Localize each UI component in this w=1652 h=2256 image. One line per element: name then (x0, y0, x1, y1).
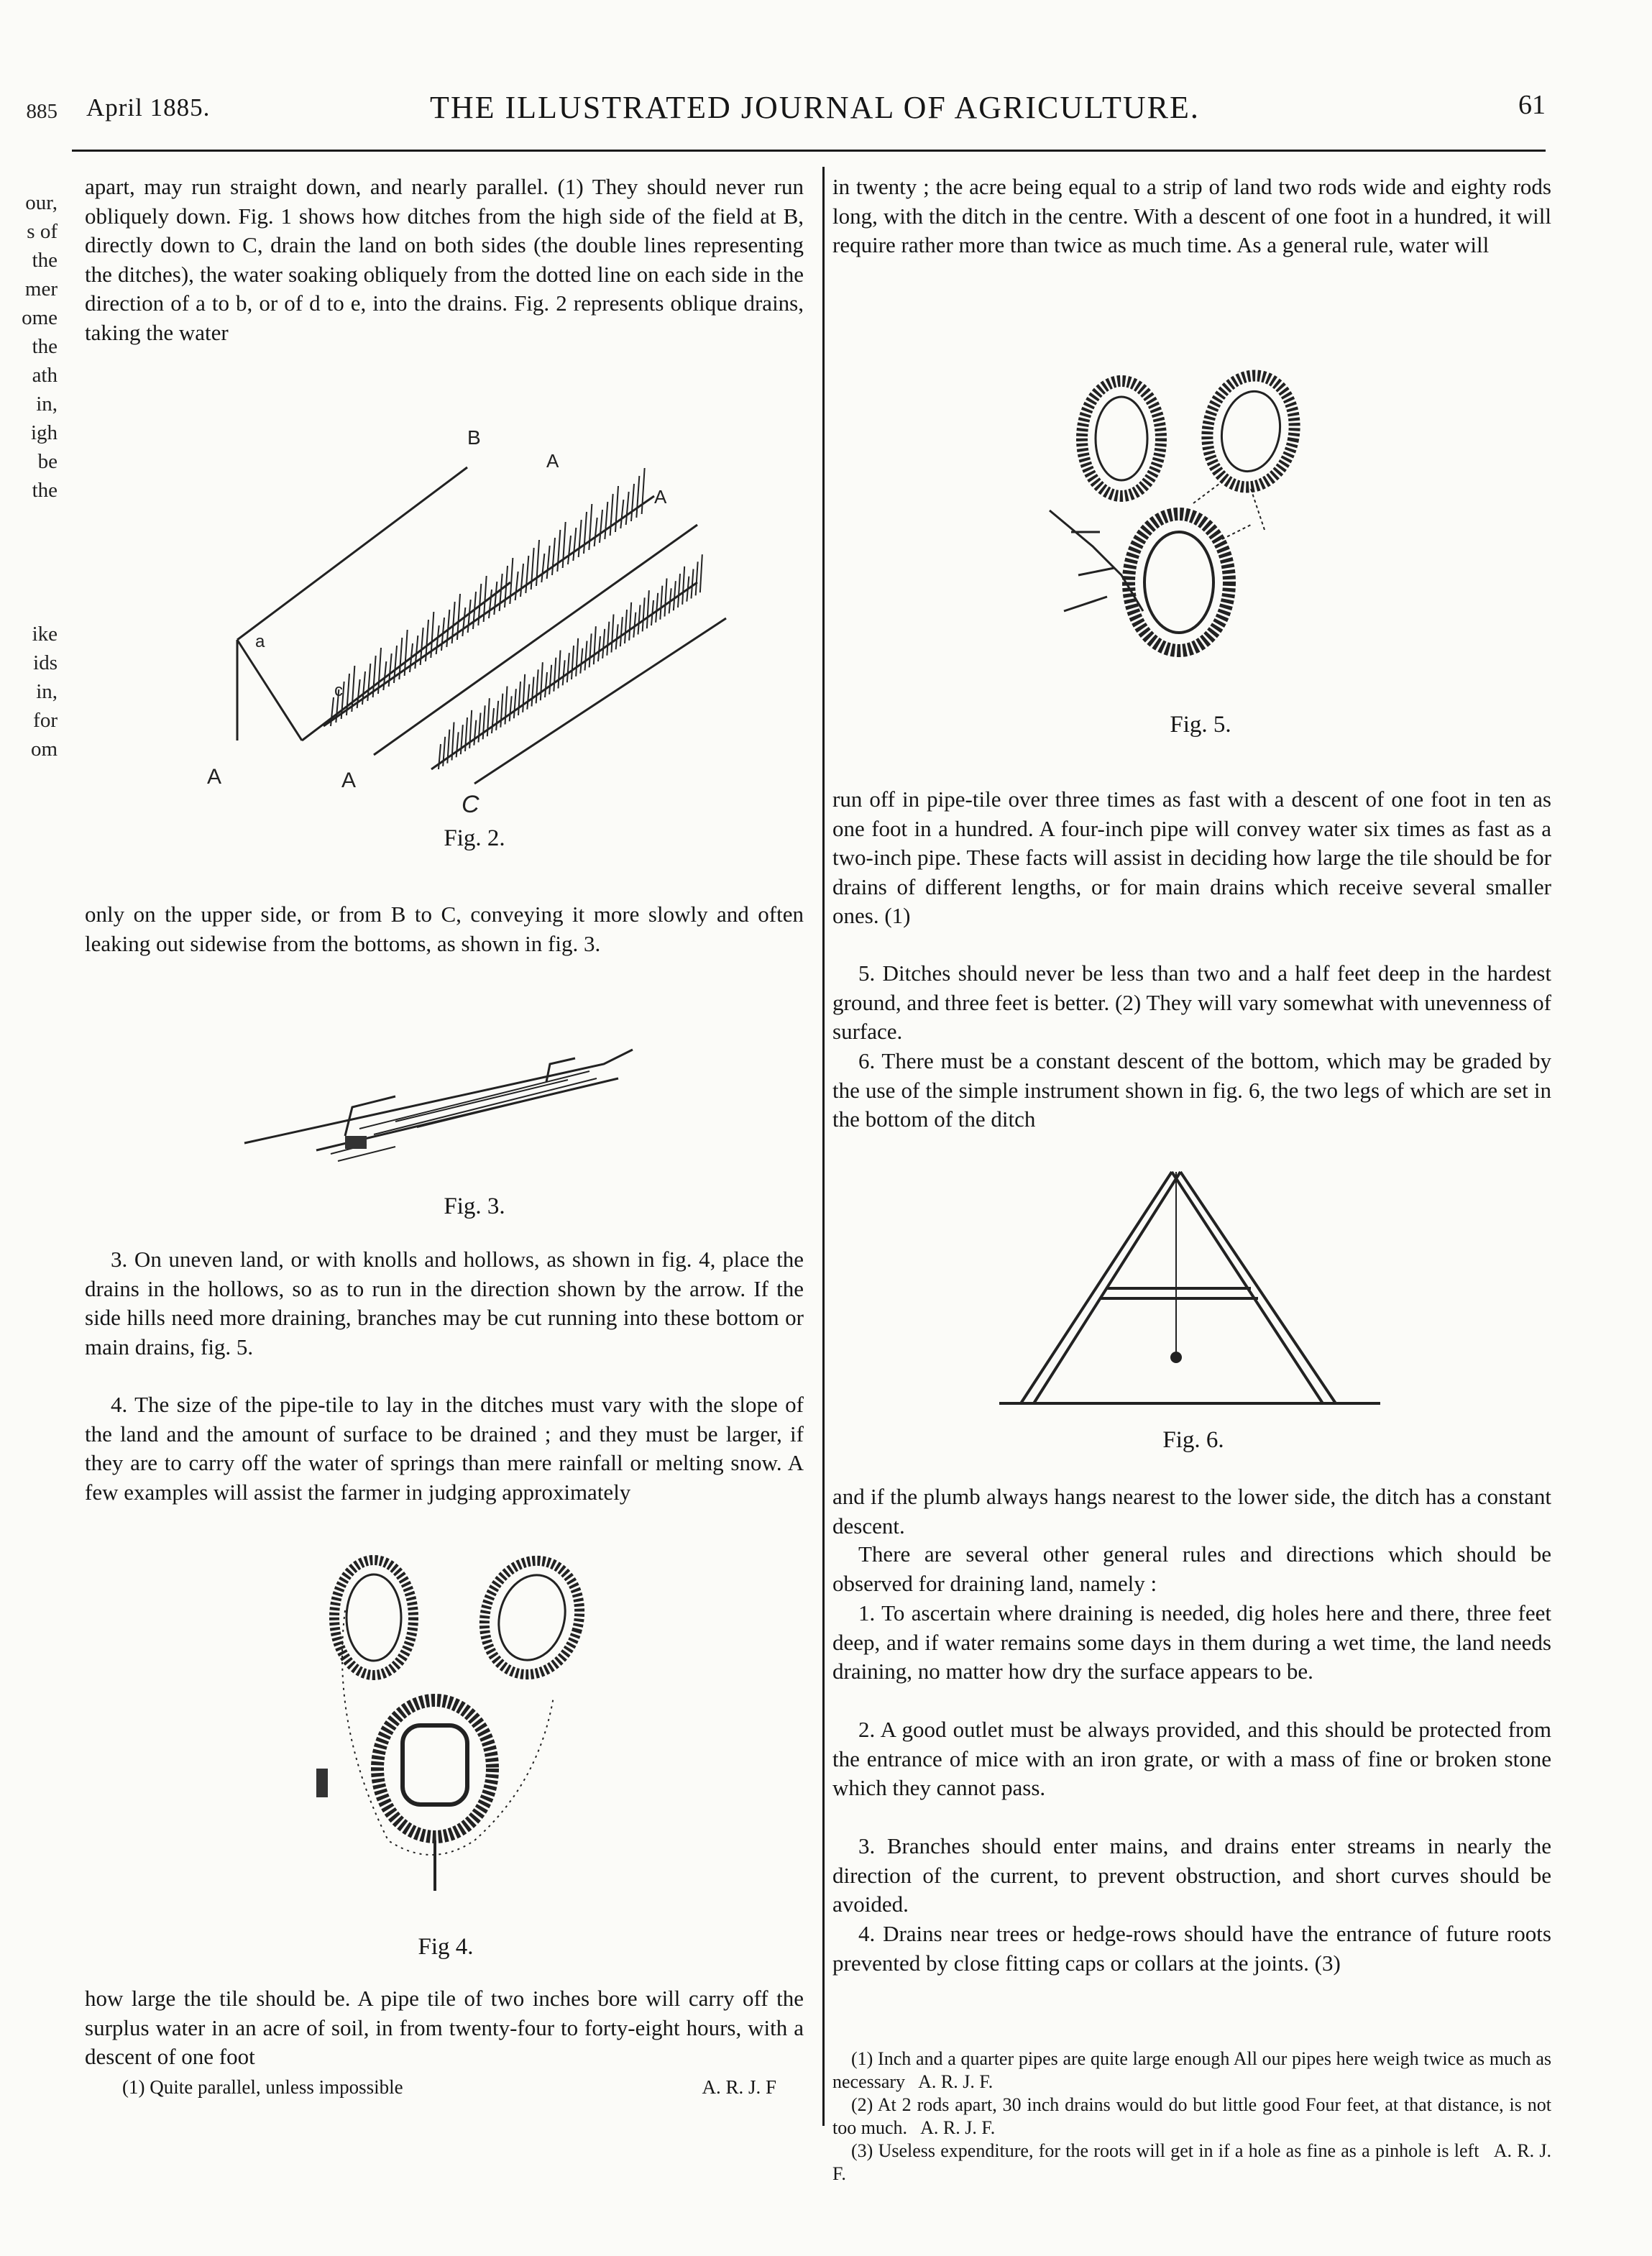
right-paragraph-1: in twenty ; the acre being equal to a strip of land two rods wide and eighty rods long, with the ditch in the centre. With a descent of one foot in a hundred, it will require rather more than twice as much time. As a general rule, water will (832, 174, 1551, 257)
right-paragraph-9: 3. Branches should enter mains, and drains enter streams in nearly the direction of the current, to prevent obstruction, and short curves should be avoided. (832, 1833, 1551, 1917)
right-paragraph-5: and if the plumb always hangs nearest to the lower side, the ditch has a constant descent. (832, 1484, 1551, 1539)
margin-fragment: 885 (26, 100, 58, 123)
left-footnote-text: (1) Quite parallel, unless impossible (122, 2076, 403, 2098)
figure-6-grading-instrument (992, 1165, 1395, 1409)
left-paragraph-2: only on the upper side, or from B to C, conveying it more slowly and often leaking out sidewise from the bottoms, as shown in fig. 3. (85, 902, 804, 956)
margin-fragment: igh (30, 421, 58, 444)
fig3-caption: Fig. 3. (444, 1193, 505, 1219)
margin-fragment: the (32, 479, 58, 502)
margin-fragment: in, (36, 393, 58, 416)
page-header (0, 81, 1652, 124)
margin-fragment: the (32, 249, 58, 272)
margin-fragment: our, (25, 191, 58, 214)
margin-fragment: ath (32, 364, 58, 387)
margin-fragment: ome (22, 306, 58, 329)
fig5-caption: Fig. 5. (1170, 712, 1231, 738)
fig4-caption: Fig 4. (418, 1934, 474, 1960)
right-footnote-1: (1) Inch and a quarter pipes are quite large enough All our pipes here weigh twice as much as necessary A. R. J. F. (832, 2048, 1551, 2092)
fig2-label-C: C (462, 791, 479, 818)
header-date: April 1885. (86, 93, 211, 121)
margin-fragment: om (30, 738, 58, 761)
fig2-label-A-mid: A (341, 769, 357, 792)
margin-fragment: the (32, 335, 58, 358)
right-footnote-2: (2) At 2 rods apart, 30 inch drains would do but little good Four feet, at that distance, is not too much. A. R. J. F. (832, 2094, 1551, 2138)
column-rule (822, 167, 825, 2126)
figure-2-drains-illustration (194, 424, 740, 827)
right-paragraph-8: 2. A good outlet must be always provided, and this should be protected from the entrance of mice with an iron grate, or with a mass of fine or broken stone which they cannot pass. (832, 1717, 1551, 1800)
right-footnotes (832, 2048, 1551, 2186)
figure-4-knolls-illustration (302, 1553, 661, 1898)
fig2-label-A-right: A (654, 486, 667, 508)
margin-fragment: in, (36, 680, 58, 703)
margin-fragment: mer (24, 278, 58, 301)
fig2-label-c: c (334, 681, 343, 700)
margin-fragment: for (33, 709, 58, 732)
right-paragraph-10: 4. Drains near trees or hedge-rows should have the entrance of future roots prevented by close fitting caps or collars at the joints. (3) (832, 1921, 1551, 1976)
right-paragraph-3: 5. Ditches should never be less than two and a half feet deep in the hardest ground, and three feet is better. (2) They will vary somewhat with unevenness of surface. (832, 960, 1551, 1044)
fig2-label-A-top: A (546, 450, 559, 472)
fig2-label-A-left: A (207, 765, 222, 789)
left-footnote (122, 2076, 798, 2099)
figure-3-pipe-illustration (230, 1021, 661, 1179)
fig6-caption: Fig. 6. (1162, 1427, 1224, 1453)
fig2-label-a: a (255, 632, 265, 651)
left-footnote-sig: A. R. J. F (702, 2076, 776, 2098)
left-paragraph-5: how large the tile should be. A pipe tile of two inches bore will carry off the surplus water in an acre of soil, in from twenty-four to forty-eight hours, with a descent of one foot (85, 1986, 804, 2069)
left-paragraph-4: 4. The size of the pipe-tile to lay in the ditches must vary with the slope of the land and the amount of surface to be drained ; and they must be larger, if they are to carry off the water of springs than mere rainfall or melting snow. A few examples will assist the farmer in judging approximately (85, 1392, 804, 1505)
left-paragraph-3: 3. On uneven land, or with knolls and hollows, as shown in fig. 4, place the drains in the hollows, so as to run in the direction shown by the arrow. If the side hills need more draining, branches may be cut running into these bottom or main drains, fig. 5. (85, 1247, 804, 1359)
fig2-label-B: B (467, 426, 481, 449)
right-paragraph-2: run off in pipe-tile over three times as fast with a descent of one foot in ten as one foot in a hundred. A four-inch pipe will convey water six times as fast as a two-inch pipe. These facts will assist in deciding how large the tile should be for drains of different lengths, or for main drains which receive several smaller ones. (1) (832, 787, 1551, 928)
journal-title: THE ILLUSTRATED JOURNAL OF AGRICULTURE. (430, 90, 1200, 125)
right-paragraph-6: There are several other general rules and directions which should be observed for draining land, namely : (832, 1541, 1551, 1596)
margin-fragment: ike (32, 623, 58, 646)
header-rule (72, 150, 1546, 152)
margin-fragment: s of (27, 220, 58, 243)
right-footnote-3: (3) Useless expenditure, for the roots will get in if a hole as fine as a pinhole is left A. R. J. F. (832, 2140, 1551, 2184)
margin-fragment: be (37, 450, 58, 473)
left-paragraph-1: apart, may run straight down, and nearly parallel. (1) They should never run obliquely down. Fig. 1 shows how ditches from the high side of the field at B, directly down to C, drain the land on both sides (the double lines representing the ditches), the water soaking obliquely from the dotted line on each side in the direction of a to b, or of d to e, into the drains. Fig. 2 represents oblique drains, taking the water (85, 174, 804, 345)
figure-5-branch-drains-illustration (1035, 359, 1337, 676)
right-paragraph-7: 1. To ascertain where draining is needed, dig holes here and there, three feet deep, and if water remains some days in them during a wet time, the land needs draining, no matter how dry the surface appears to be. (832, 1600, 1551, 1684)
page-number: 61 (1518, 90, 1546, 120)
fig2-caption: Fig. 2. (444, 825, 505, 851)
right-paragraph-4: 6. There must be a constant descent of the bottom, which may be graded by the use of the simple instrument shown in fig. 6, the two legs of which are set in the bottom of the ditch (832, 1048, 1551, 1132)
margin-fragment: ids (33, 651, 58, 674)
